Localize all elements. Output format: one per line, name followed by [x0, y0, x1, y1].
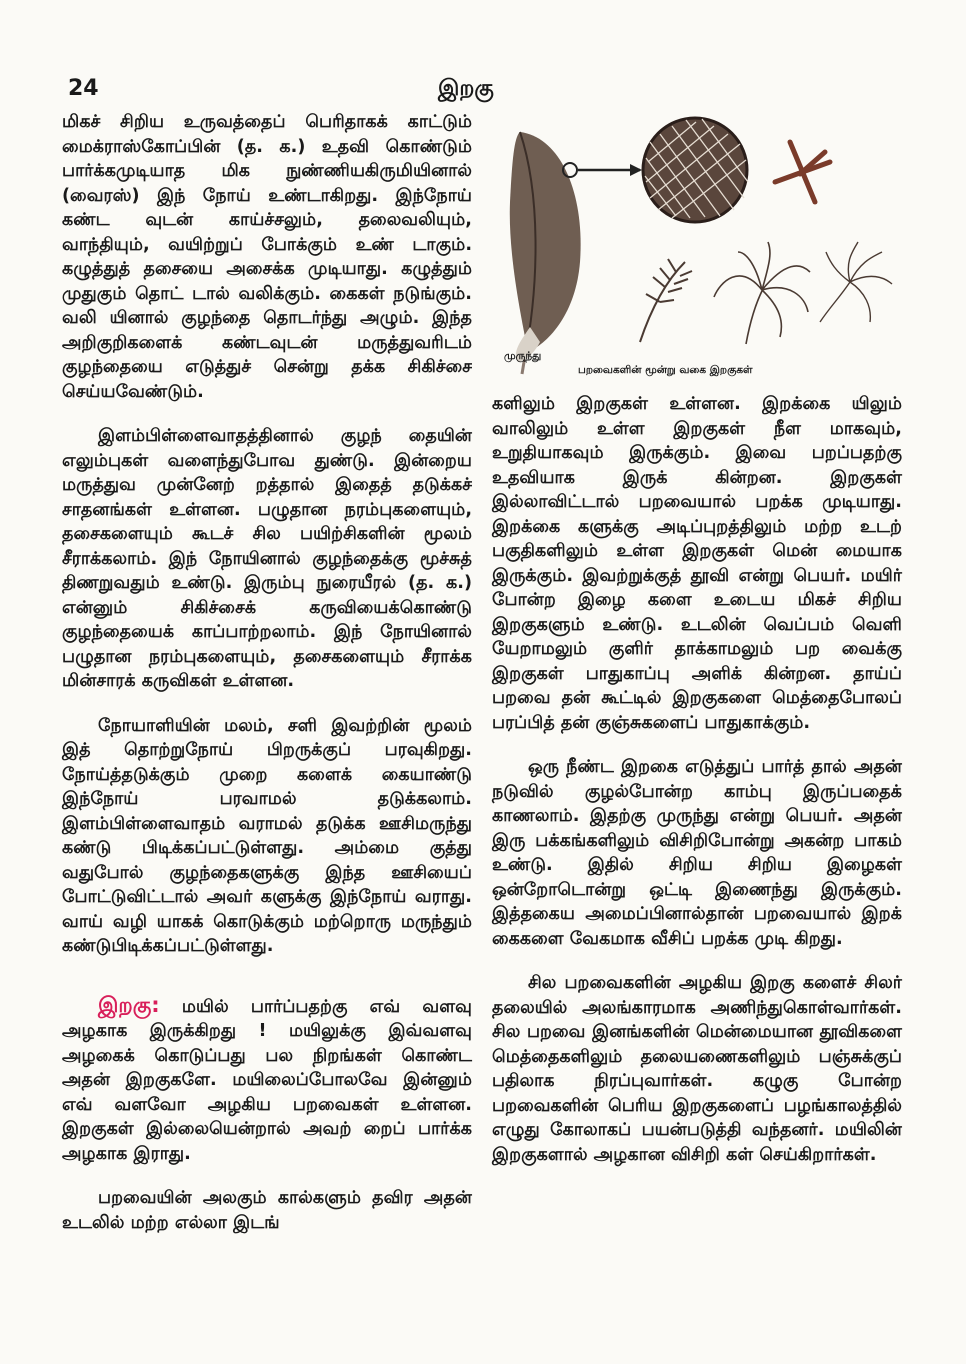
left-paragraph-2: இளம்பிள்ளைவாதத்தினால் குழந் தையின் எலும்புகள் வளைந்துபோவ துண்டு. இன்றைய மருத்துவ முன்னேற் றத்தால் இதைத் தடுக்கச் சாதனங்கள் உள்ளன. பழுதான நரம்புகளையும், தசைகளையும் கூடச் சில பயிற்சிகளின் மூலம் சீராக்கலாம். இந் நோயினால் குழந்தைக்கு மூச்சுத் திணறுவதும் உண்டு. இரும்பு நுரையீரல் (த. க.) என்னும் சிகிச்சைக் கருவியைக்கொண்டு குழந்தையைக் காப்பாற்றலாம். இந் நோயினால் பழுதான நரம்புகளையும், தசைகளையும் சீராக்க மின்சாரக் கருவிகள் உள்ளன.	[62, 426, 472, 691]
right-paragraph-1: களிலும் இறகுகள் உள்ளன. இறக்கை யிலும் வாலிலும் உள்ள இறகுகள் நீள மாகவும், உறுதியாகவும் இருக்கும். இவை பறப்பதற்கு உதவியாக இருக் கின்றன. இறகுகள் இல்லாவிட்டால் பறவையால் பறக்க முடியாது. இறக்கை களுக்கு அடிப்புறத்திலும் மற்ற உடற் பகுதிகளிலும் உள்ள இறகுகள் மென் மையாக இருக்கும். இவற்றுக்குத் தூவி என்று பெயர். மயிர் போன்ற இழை களை உடைய மிகச் சிறிய இறகுகளும் உண்டு. உடலின் வெப்பம் வெளி யேறாமலும் குளிர் தாக்காமலும் பற வைக்கு இறகுகள் பாதுகாப்பு அளிக் கின்றன. தாய்ப் பறவை தன் கூட்டில் இறகுகளை மெத்தைபோலப் பரப்பித் தன் குஞ்சுகளைப் பாதுகாக்கும்.	[492, 394, 902, 733]
section-heading-feather: இறகு:	[98, 992, 160, 1017]
right-paragraph-2: ஒரு நீண்ட இறகை எடுத்துப் பார்த் தால் அதன் நடுவில் குழல்போன்ற காம்பு இருப்பதைக் காணலாம். இதற்கு முருந்து என்று பெயர். அதன் இரு பக்கங்களிலும் விசிறிபோன்று அகன்ற பாகம் உண்டு. இதில் சிறிய சிறிய இழைகள் ஒன்றோடொன்று ஒட்டி இணைந்து இருக்கும். இத்தகைய அமைப்பினால்தான் பறவையால் இறக் கைகளை வேகமாக வீசிப் பறக்க முடி கிறது.	[492, 757, 902, 949]
figure-caption: பறவைகளின் மூன்று வகை இறகுகள்	[578, 364, 753, 376]
barb-detail-image	[775, 142, 830, 202]
left-paragraph-5: பறவையின் அலகும் கால்களும் தவிர அதன் உடலில் மற்ற எல்லா இடங்	[62, 1188, 472, 1233]
page-number: 24	[68, 76, 99, 101]
left-paragraph-4-text: மயில் பார்ப்பதற்கு எவ் வளவு அழகாக இருக்கிறது ! மயிலுக்கு இவ்வளவு அழகைக் கொடுப்பது பல நிறங்கள் கொண்ட அதன் இறகுகளே. மயிலைப்போலவே இன்னும் எவ் வளவோ அழகிய பறவைகள் உள்ளன. இறகுகள் இல்லையென்றால் அவற் றைப் பார்க்க அழகாக இராது.	[62, 996, 472, 1164]
left-paragraph-3: நோயாளியின் மலம், சளி இவற்றின் மூலம் இத் தொற்றுநோய் பிறருக்குப் பரவுகிறது. நோய்த்தடுக்கும் முறை களைக் கையாண்டு இந்நோய் பரவாமல் தடுக்கலாம். இளம்பிள்ளைவாதம் வராமல் தடுக்க ஊசிமருந்து கண்டு பிடிக்கப்பட்டுள்ளது. அம்மை குத்து வதுபோல் குழந்தைகளுக்கு இந்த ஊசியைப் போட்டுவிட்டால் அவர் களுக்கு இந்நோய் வராது. வாய் வழி யாகக் கொடுக்கும் மற்றொரு மருந்தும் கண்டுபிடிக்கப்பட்டுள்ளது.	[62, 715, 472, 956]
right-paragraph-3: சில பறவைகளின் அழகிய இறகு களைச் சிலர் தலையில் அலங்காரமாக அணிந்துகொள்வார்கள். சில பறவை இனங்களின் மென்மையான தூவிகளை மெத்தைகளிலும் தலையணைகளிலும் பஞ்சுக்குப் பதிலாக நிரப்புவார்கள். கழுகு போன்ற பறவைகளின் பெரிய இறகுகளைப் பழங்காலத்தில் எழுது கோலாகப் பயன்படுத்தி வந்தனர். மயிலின் இறகுகளால் அழகான விசிறி கள் செய்கிறார்கள்.	[492, 973, 902, 1165]
quill-feather-image	[510, 132, 581, 374]
left-paragraph-4	[62, 993, 472, 1167]
filoplume-feather-image	[714, 242, 810, 344]
right-column	[492, 392, 902, 1187]
figure-label-shaft: முருந்து	[504, 350, 542, 362]
magnified-barbs-image	[643, 118, 748, 222]
left-column	[62, 110, 472, 1255]
down-feather-small-image	[640, 259, 692, 342]
running-head: இறகு	[438, 76, 494, 101]
feather-illustration	[500, 112, 910, 382]
left-paragraph-1: மிகச் சிறிய உருவத்தைப் பெரிதாகக் காட்டும் மைக்ராஸ்கோப்பின் (த. க.) உதவி கொண்டும் பார்க்கமுடியாத மிக நுண்ணியகிருமியினால் (வைரஸ்) இந் நோய் உண்டாகிறது. இந்நோய் கண்ட வுடன் காய்ச்சலும், தலைவலியும், வாந்தியும், வயிற்றுப் போக்கும் உண் டாகும். கழுத்துத் தசையை அசைக்க முடியாது. கழுத்தும் முதுகும் தொட் டால் வலிக்கும். கைகள் நடுங்கும். வலி யினால் குழந்தை தொடர்ந்து அழும். இந்த அறிகுறிகளைக் கண்டவுடன் மருத்துவரிடம் குழந்தையை எடுத்துச் சென்று தக்க சிகிச்சை செய்யவேண்டும்.	[62, 112, 472, 402]
plumule-feather-image	[820, 242, 892, 322]
